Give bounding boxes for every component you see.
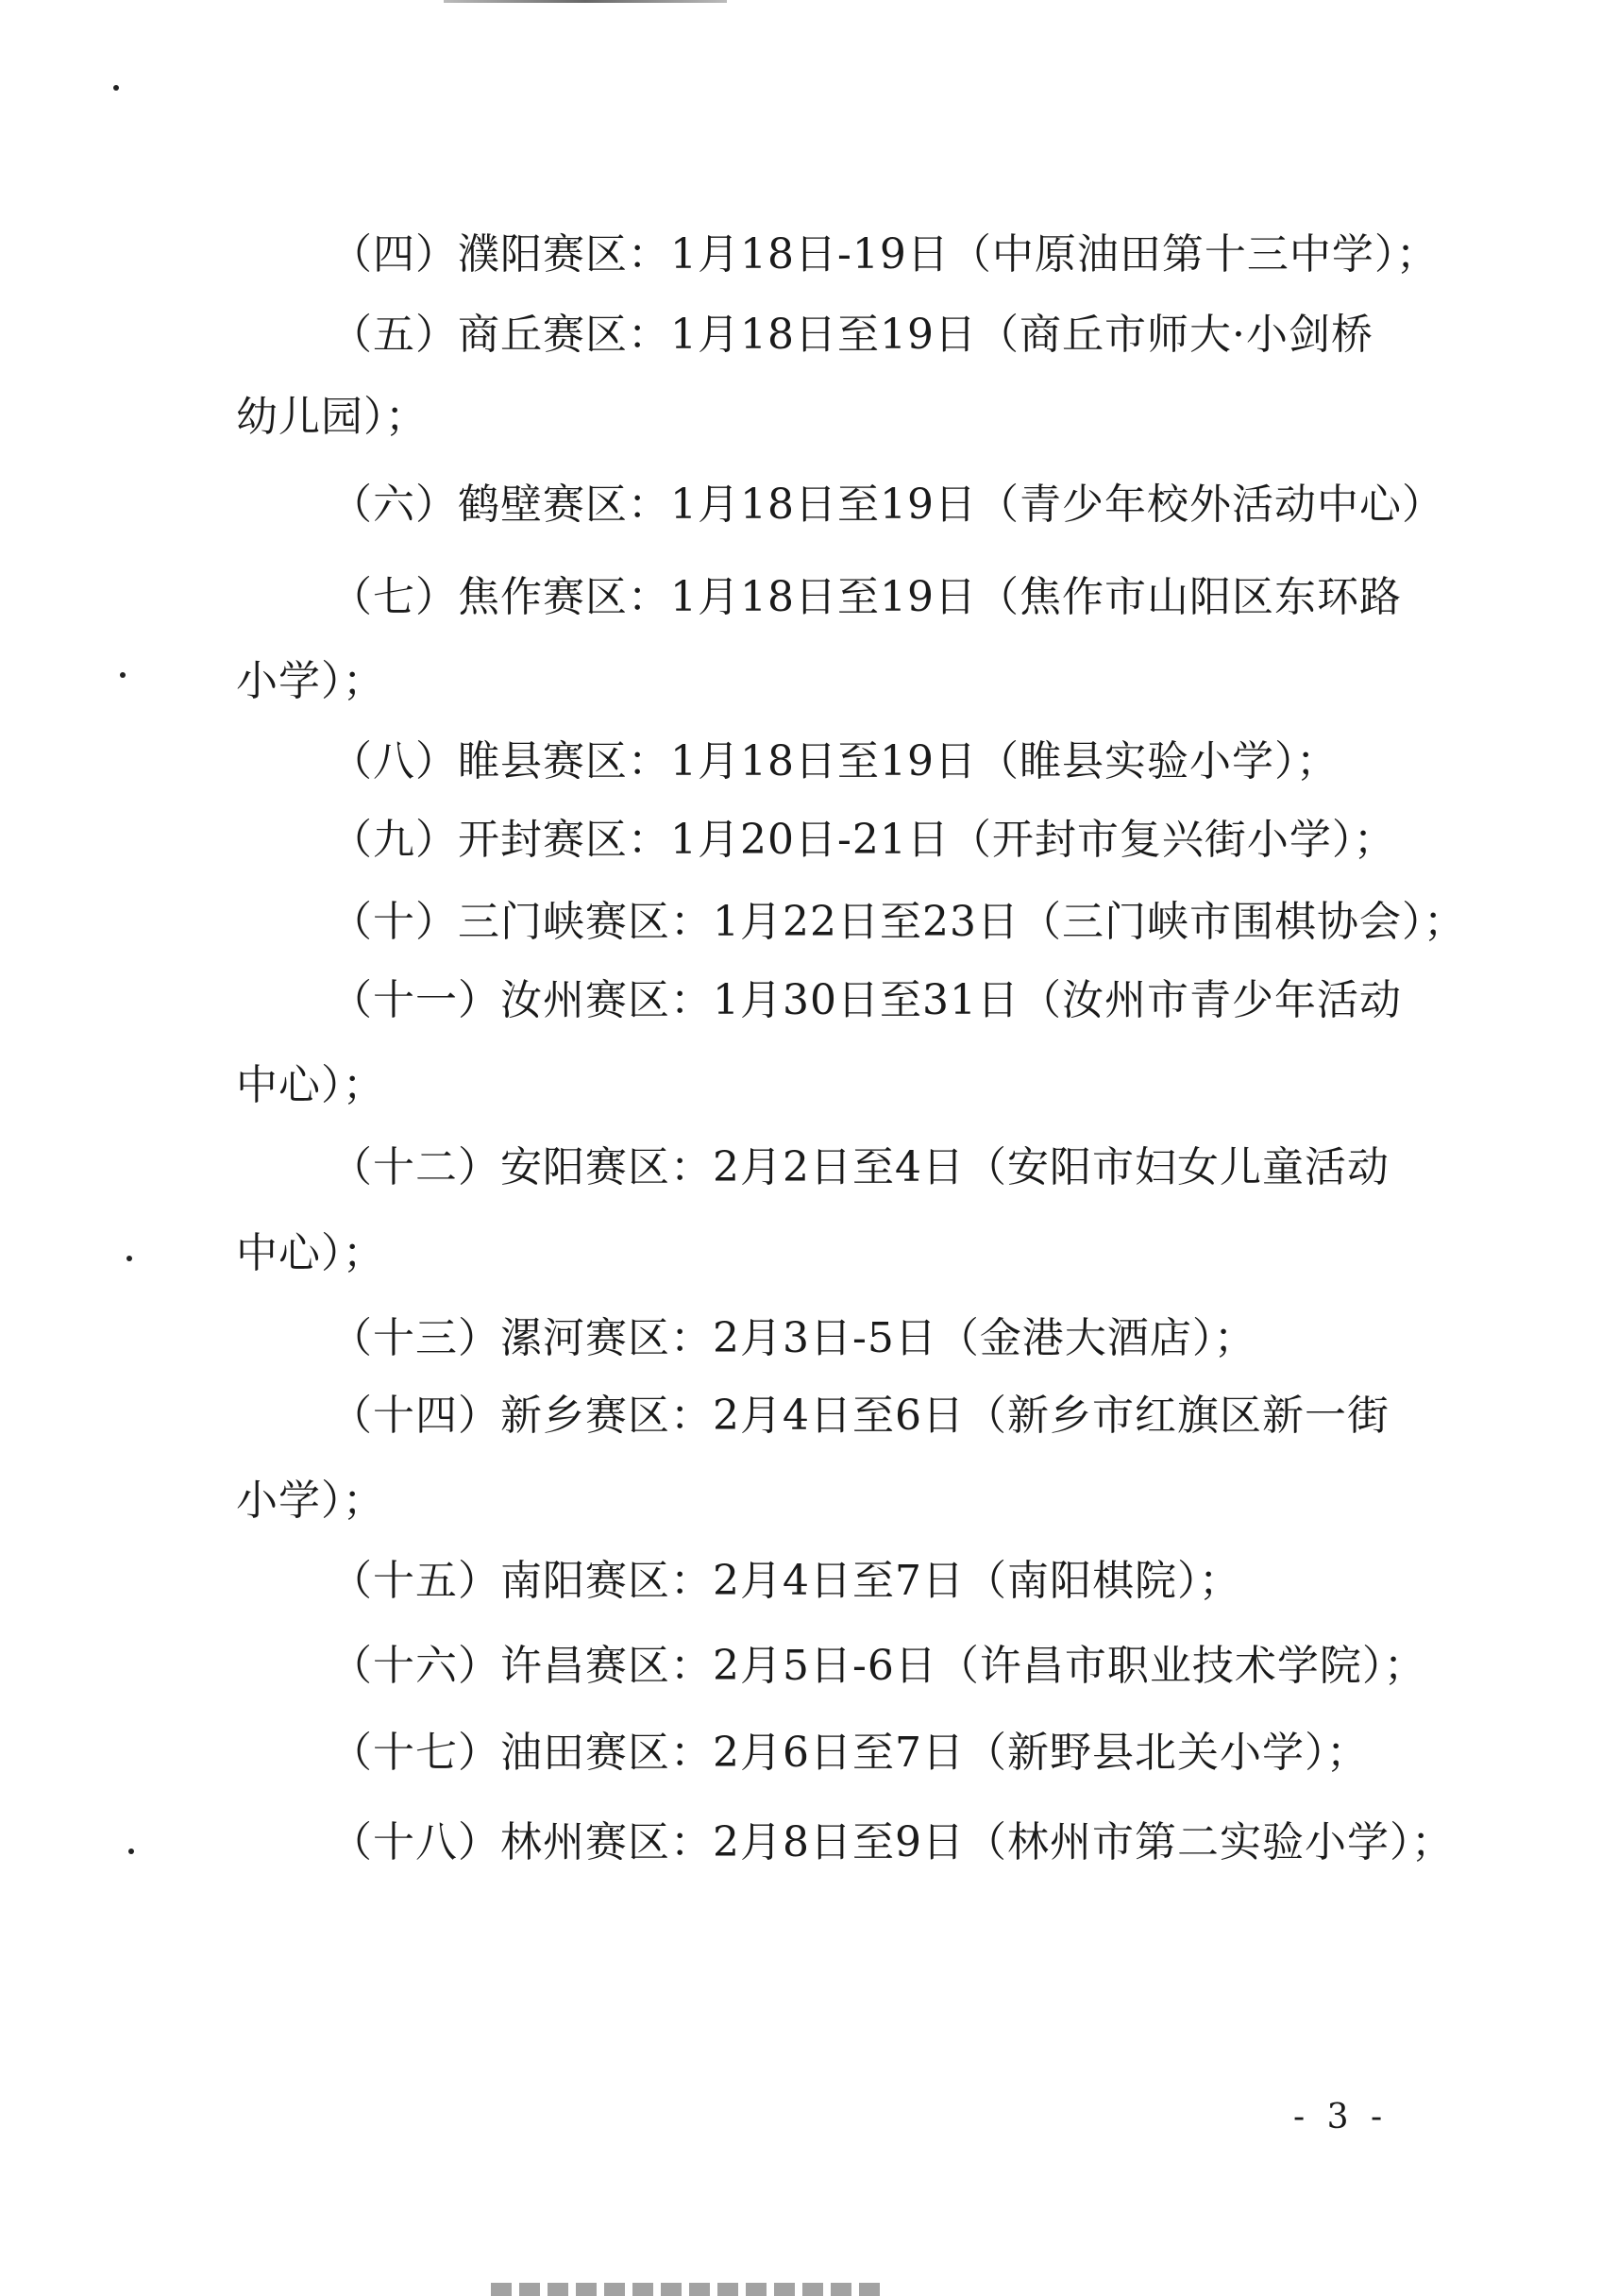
venue-line-12-cont: 中心）； — [236, 1229, 385, 1277]
venue-line-11: （十一）汝州赛区：1月30日至31日（汝州市青少年活动 — [330, 976, 1402, 1024]
venue-line-14: （十四）新乡赛区：2月4日至6日（新乡市红旗区新一街 — [330, 1392, 1390, 1440]
venue-line-6: （六）鹤壁赛区：1月18日至19日（青少年校外活动中心） — [330, 481, 1444, 529]
scan-artifact-top — [444, 0, 727, 3]
venue-line-5-cont: 幼儿园）； — [236, 393, 428, 441]
venue-line-8: （八）睢县赛区：1月18日至19日（睢县实验小学）； — [330, 737, 1339, 785]
venue-line-5: （五）商丘赛区：1月18日至19日（商丘市师大·小剑桥 — [330, 311, 1373, 359]
venue-line-12: （十二）安阳赛区：2月2日至4日（安阳市妇女儿童活动 — [330, 1143, 1390, 1191]
venue-line-17: （十七）油田赛区：2月6日至7日（新野县北关小学）； — [330, 1729, 1369, 1777]
binding-hole-mark — [120, 672, 126, 678]
venue-line-7-cont: 小学）； — [236, 657, 385, 705]
venue-line-13: （十三）漯河赛区：2月3日-5日（金港大酒店）； — [330, 1314, 1256, 1362]
page-number: - 3 - — [1293, 2098, 1389, 2136]
venue-line-16: （十六）许昌赛区：2月5日-6日（许昌市职业技术学院）； — [330, 1642, 1426, 1690]
venue-line-18: （十八）林州赛区：2月8日至9日（林州市第二实验小学）； — [330, 1818, 1454, 1866]
venue-line-9: （九）开封赛区：1月20日-21日（开封市复兴街小学）； — [330, 816, 1396, 864]
venue-line-14-cont: 小学）； — [236, 1477, 385, 1525]
venue-line-10: （十）三门峡赛区：1月22日至23日（三门峡市围棋协会）； — [330, 898, 1466, 946]
venue-line-4: （四）濮阳赛区：1月18日-19日（中原油田第十三中学）； — [330, 230, 1439, 279]
binding-hole-mark — [126, 1256, 132, 1261]
venue-line-15: （十五）南阳赛区：2月4日至7日（南阳棋院）； — [330, 1557, 1241, 1605]
binding-hole-mark — [113, 85, 119, 91]
scan-artifact-bottom — [491, 2283, 887, 2296]
venue-line-11-cont: 中心）； — [236, 1061, 385, 1109]
venue-line-7: （七）焦作赛区：1月18日至19日（焦作市山阳区东环路 — [330, 573, 1402, 621]
binding-hole-mark — [128, 1849, 134, 1854]
